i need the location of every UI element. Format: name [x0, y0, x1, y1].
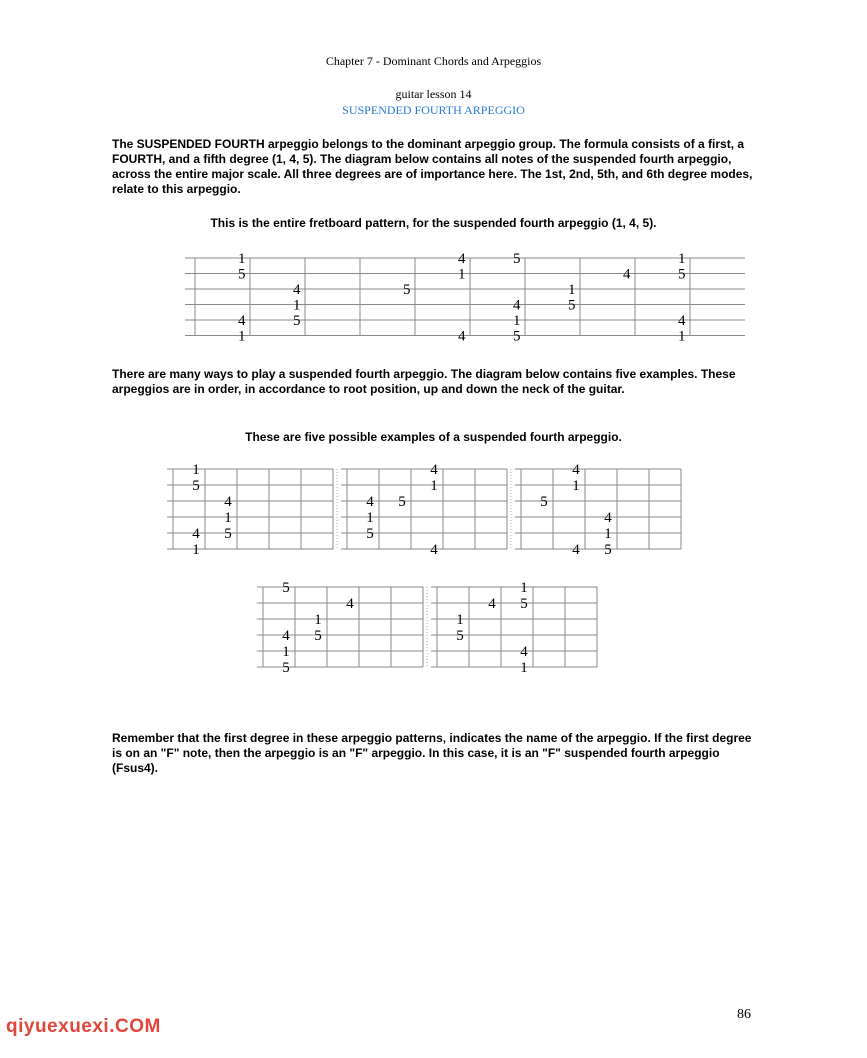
fret-note: 4	[282, 628, 290, 644]
fret-note: 5	[398, 494, 406, 510]
fret-note: 1	[678, 251, 686, 267]
fret-note: 4	[366, 494, 374, 510]
fret-note: 4	[623, 266, 631, 283]
fret-note: 4	[488, 596, 496, 612]
fret-note: 4	[430, 542, 438, 558]
fret-note: 1	[192, 462, 200, 478]
fret-note: 5	[513, 328, 521, 345]
fret-note: 5	[314, 628, 322, 644]
fret-note: 1	[314, 612, 322, 628]
fret-note: 1	[366, 510, 374, 526]
intro-paragraph: The SUSPENDED FOURTH arpeggio belongs to the dominant arpeggio group. The formula consists of a first, a FOURTH, and a fifth degree (1, 4, 5). The diagram below contains all notes of the suspended fourth arpeggio, across the entire major scale. All three degrees are of importance here. The 1st, 2nd, 5th, and 6th degree modes, relate to this arpeggio.	[112, 137, 753, 196]
fret-note: 1	[224, 510, 232, 526]
fret-note: 1	[238, 251, 246, 267]
fret-note: 1	[568, 282, 576, 298]
fret-note: 5	[282, 660, 290, 676]
fret-note: 5	[678, 266, 686, 283]
fret-note: 5	[282, 580, 290, 596]
fret-note: 5	[604, 542, 612, 558]
fret-note: 5	[192, 478, 200, 494]
fret-note: 5	[520, 596, 528, 612]
fret-note: 1	[430, 478, 438, 494]
fret-note: 4	[520, 644, 528, 660]
fret-note: 5	[456, 628, 464, 644]
fret-note: 4	[293, 282, 301, 298]
chapter-header: Chapter 7 - Dominant Chords and Arpeggios	[325, 54, 542, 68]
lesson-number: guitar lesson 14	[395, 87, 472, 101]
fret-note: 5	[238, 266, 246, 283]
fret-note: 4	[224, 494, 232, 510]
fret-note: 5	[513, 251, 521, 267]
fret-note: 5	[568, 297, 576, 314]
full-fretboard-diagram	[180, 250, 690, 350]
fret-note: 5	[540, 494, 548, 510]
fret-note: 5	[366, 526, 374, 542]
fret-note: 4	[458, 328, 466, 345]
fret-note: 1	[678, 328, 686, 345]
fret-note: 5	[224, 526, 232, 542]
page-number: 86	[737, 1007, 751, 1022]
examples-row-2	[255, 578, 615, 678]
fret-note: 4	[604, 510, 612, 526]
fret-note: 1	[520, 580, 528, 596]
remember-paragraph: Remember that the first degree in these arpeggio patterns, indicates the name of the arpeggio. If the first degree is on an "F" note, then the arpeggio is an "F" arpeggio. In this case, it is an "F" suspended fourth arpeggio (Fsus4).	[112, 731, 752, 775]
ways-paragraph: There are many ways to play a suspended fourth arpeggio. The diagram below contains five examples. These arpeggios are in order, in accordance to root position, up and down the neck of the guitar.	[112, 367, 736, 396]
fret-note: 4	[513, 297, 521, 314]
examples-row-1	[165, 460, 705, 560]
fret-note: 1	[520, 660, 528, 676]
five-examples-caption: These are five possible examples of a suspended fourth arpeggio.	[245, 430, 622, 444]
fret-note: 1	[604, 526, 612, 542]
fret-note: 1	[282, 644, 290, 660]
fret-note: 1	[192, 542, 200, 558]
fret-note: 1	[513, 313, 521, 329]
fret-note: 1	[238, 328, 246, 345]
fret-note: 1	[456, 612, 464, 628]
fret-note: 4	[430, 462, 438, 478]
fret-note: 4	[678, 313, 686, 329]
fret-note: 4	[192, 526, 200, 542]
fret-note: 4	[458, 251, 466, 267]
fret-note: 4	[346, 596, 354, 612]
fret-note: 4	[238, 313, 246, 329]
lesson-title: SUSPENDED FOURTH ARPEGGIO	[342, 103, 525, 117]
fret-note: 5	[293, 313, 301, 329]
fret-note: 5	[403, 282, 411, 298]
fret-note: 1	[293, 297, 301, 314]
fret-note: 4	[572, 462, 580, 478]
fret-note: 4	[572, 542, 580, 558]
fret-note: 1	[572, 478, 580, 494]
site-watermark: qiyuexuexi.COM	[6, 1016, 161, 1037]
full-fretboard-caption: This is the entire fretboard pattern, for the suspended fourth arpeggio (1, 4, 5).	[210, 216, 657, 230]
fret-note: 1	[458, 266, 466, 283]
